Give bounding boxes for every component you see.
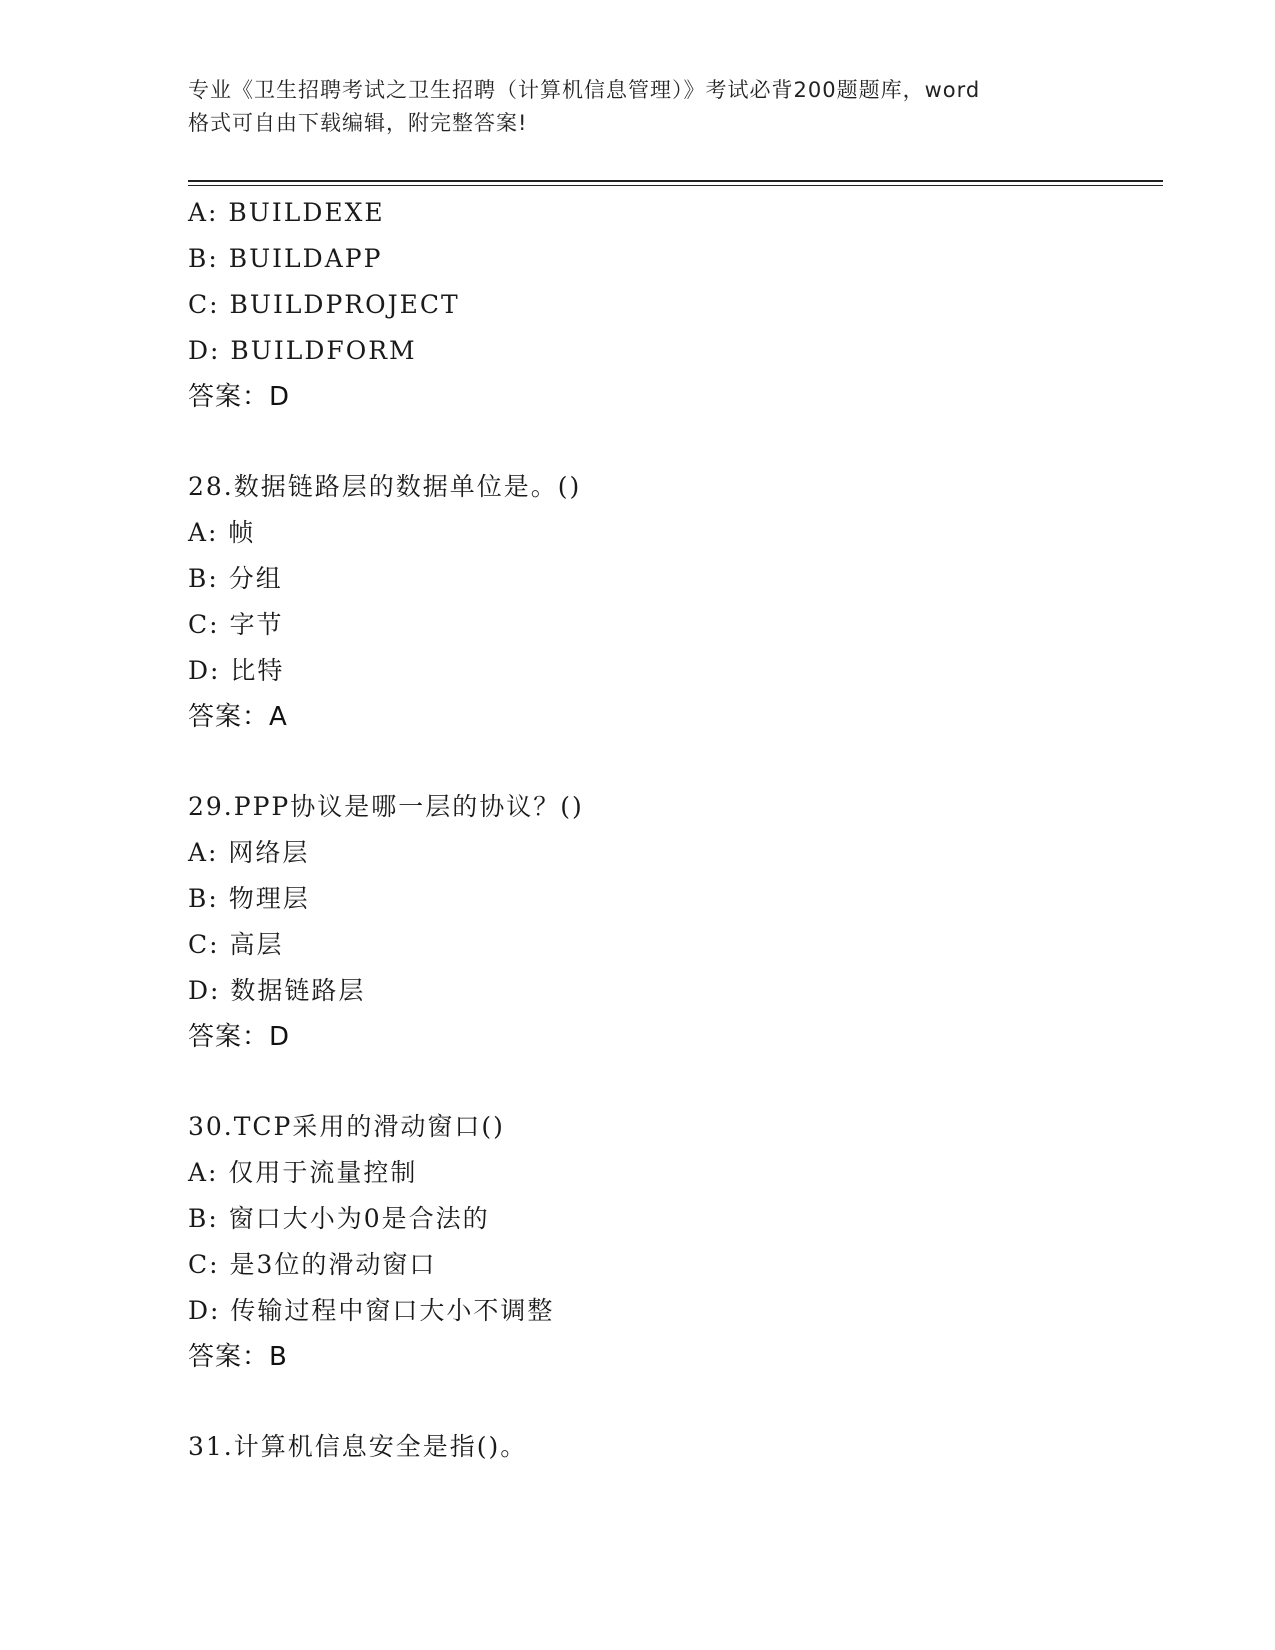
answer-text: 答案：B [188, 1342, 288, 1372]
option-b: B: 窗口大小为0是合法的 [188, 1204, 490, 1233]
question-text: 28.数据链路层的数据单位是。() [188, 472, 582, 501]
question-29-block [188, 784, 1148, 1060]
option-d: D: 数据链路层 [188, 976, 366, 1005]
option-c: C: 是3位的滑动窗口 [188, 1250, 437, 1279]
answer-text: 答案：D [188, 382, 291, 412]
spacer [188, 420, 1148, 464]
header-line-1: 专业《卫生招聘考试之卫生招聘（计算机信息管理）》考试必背200题题库，word [188, 78, 981, 102]
option-d: D: 比特 [188, 656, 285, 685]
option-b: B: BUILDAPP [188, 244, 383, 273]
question-27-block [188, 190, 1148, 420]
question-text: 29.PPP协议是哪一层的协议？() [188, 792, 584, 821]
question-30-block [188, 1104, 1148, 1380]
question-list [188, 190, 1148, 1470]
spacer [188, 1380, 1148, 1424]
option-a: A: 帧 [188, 518, 256, 547]
question-28-block [188, 464, 1148, 740]
header-divider-thin [188, 185, 1163, 186]
answer-text: 答案：D [188, 1022, 291, 1052]
question-text: 31.计算机信息安全是指()。 [188, 1432, 528, 1461]
question-text: 30.TCP采用的滑动窗口() [188, 1112, 505, 1141]
option-c: C: 字节 [188, 610, 284, 639]
document-header [188, 74, 1108, 140]
option-c: C: BUILDPROJECT [188, 290, 460, 319]
option-a: A: BUILDEXE [188, 198, 385, 227]
option-a: A: 仅用于流量控制 [188, 1158, 418, 1187]
option-d: D: 传输过程中窗口大小不调整 [188, 1296, 555, 1325]
spacer [188, 1060, 1148, 1104]
header-divider [188, 180, 1163, 182]
question-31-block [188, 1424, 1148, 1470]
option-d: D: BUILDFORM [188, 336, 417, 365]
answer-text: 答案：A [188, 702, 288, 732]
option-a: A: 网络层 [188, 838, 310, 867]
option-b: B: 分组 [188, 564, 283, 593]
option-b: B: 物理层 [188, 884, 310, 913]
header-line-2: 格式可自由下载编辑，附完整答案! [188, 111, 528, 135]
option-c: C: 高层 [188, 930, 284, 959]
spacer [188, 740, 1148, 784]
